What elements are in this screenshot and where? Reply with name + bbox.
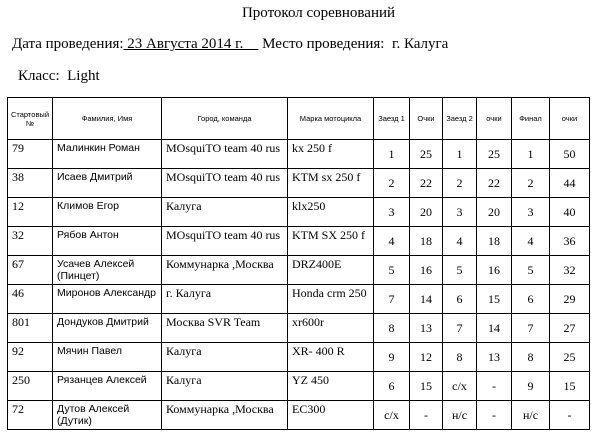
cell-city-team: MOsquiTO team 40 rus xyxy=(162,169,288,198)
cell-points2: - xyxy=(477,372,512,401)
cell-points1: 25 xyxy=(410,140,443,169)
place-value: г. Калуга xyxy=(391,36,449,52)
cell-points1: 16 xyxy=(410,256,443,285)
cell-points1: 13 xyxy=(410,314,443,343)
cell-points2: 16 xyxy=(477,256,512,285)
cell-race1: 8 xyxy=(374,314,410,343)
table-row xyxy=(8,372,590,401)
cell-total: 50 xyxy=(550,140,590,169)
col-total: очки xyxy=(550,98,590,140)
cell-final: 8 xyxy=(512,343,550,372)
cell-start-number: 67 xyxy=(8,256,53,285)
cell-points2: 25 xyxy=(477,140,512,169)
cell-points2: 18 xyxy=(477,227,512,256)
cell-race1: 3 xyxy=(374,198,410,227)
cell-total: 15 xyxy=(550,372,590,401)
cell-points1: 12 xyxy=(410,343,443,372)
cell-race2: с/х xyxy=(443,372,477,401)
cell-name: Мячин Павел xyxy=(53,343,162,372)
cell-city-team: MOsquiTO team 40 rus xyxy=(162,227,288,256)
cell-race2: 3 xyxy=(443,198,477,227)
cell-start-number: 801 xyxy=(8,314,53,343)
cell-bike: KTM sx 250 f xyxy=(288,169,374,198)
cell-race2: 6 xyxy=(443,285,477,314)
cell-bike: KTM SX 250 f xyxy=(288,227,374,256)
col-final: Финал xyxy=(512,98,550,140)
cell-final: 7 xyxy=(512,314,550,343)
cell-bike: DRZ400E xyxy=(288,256,374,285)
cell-final: 3 xyxy=(512,198,550,227)
cell-city-team: Калуга xyxy=(162,372,288,401)
cell-total: 40 xyxy=(550,198,590,227)
cell-race2: 8 xyxy=(443,343,477,372)
date-label: Дата проведения: xyxy=(12,36,124,52)
cell-start-number: 32 xyxy=(8,227,53,256)
cell-race1: с/х xyxy=(374,401,410,430)
cell-points2: 13 xyxy=(477,343,512,372)
cell-final: 4 xyxy=(512,227,550,256)
cell-name: Рябов Антон xyxy=(53,227,162,256)
cell-total: 32 xyxy=(550,256,590,285)
col-points2: очки xyxy=(477,98,512,140)
table-row xyxy=(8,198,590,227)
place-label: Место проведения: xyxy=(262,36,385,52)
cell-race1: 7 xyxy=(374,285,410,314)
cell-name: Климов Егор xyxy=(53,198,162,227)
cell-points2: 20 xyxy=(477,198,512,227)
cell-race2: 2 xyxy=(443,169,477,198)
cell-final: 1 xyxy=(512,140,550,169)
col-race2: Заезд 2 xyxy=(443,98,477,140)
cell-name: Дутов Алексей (Дутик) xyxy=(53,401,162,430)
cell-city-team: Калуга xyxy=(162,343,288,372)
cell-bike: YZ 450 xyxy=(288,372,374,401)
cell-final: 2 xyxy=(512,169,550,198)
cell-start-number: 46 xyxy=(8,285,53,314)
cell-race1: 4 xyxy=(374,227,410,256)
cell-total: 25 xyxy=(550,343,590,372)
col-city-team: Город, команда xyxy=(162,98,288,140)
results-table xyxy=(7,97,590,430)
cell-name: Исаев Дмитрий xyxy=(53,169,162,198)
cell-bike: klx250 xyxy=(288,198,374,227)
cell-race2: н/с xyxy=(443,401,477,430)
page-title: Протокол соревнований xyxy=(241,5,396,21)
cell-bike: XR- 400 R xyxy=(288,343,374,372)
date-value: 23 Августа 2014 г. xyxy=(123,36,259,52)
cell-race2: 5 xyxy=(443,256,477,285)
table-row xyxy=(8,140,590,169)
cell-race1: 1 xyxy=(374,140,410,169)
table-row xyxy=(8,256,590,285)
col-race1: Заезд 1 xyxy=(374,98,410,140)
cell-points1: 15 xyxy=(410,372,443,401)
cell-bike: Honda crm 250 xyxy=(288,285,374,314)
cell-bike: EC300 xyxy=(288,401,374,430)
cell-start-number: 92 xyxy=(8,343,53,372)
cell-race2: 7 xyxy=(443,314,477,343)
cell-race2: 1 xyxy=(443,140,477,169)
cell-bike: kx 250 f xyxy=(288,140,374,169)
cell-start-number: 72 xyxy=(8,401,53,430)
cell-start-number: 250 xyxy=(8,372,53,401)
cell-points1: - xyxy=(410,401,443,430)
class-value: Light xyxy=(67,68,100,84)
cell-race1: 2 xyxy=(374,169,410,198)
cell-name: Миронов Александр xyxy=(53,285,162,314)
cell-city-team: Коммунарка ,Москва xyxy=(162,256,288,285)
cell-points1: 14 xyxy=(410,285,443,314)
cell-city-team: Калуга xyxy=(162,198,288,227)
cell-points1: 18 xyxy=(410,227,443,256)
cell-city-team: Коммунарка ,Москва xyxy=(162,401,288,430)
cell-total: 36 xyxy=(550,227,590,256)
cell-start-number: 38 xyxy=(8,169,53,198)
cell-points2: 22 xyxy=(477,169,512,198)
cell-race1: 9 xyxy=(374,343,410,372)
cell-points2: 14 xyxy=(477,314,512,343)
cell-name: Рязанцев Алексей xyxy=(53,372,162,401)
cell-final: 5 xyxy=(512,256,550,285)
cell-total: - xyxy=(550,401,590,430)
table-row xyxy=(8,401,590,430)
cell-points2: 15 xyxy=(477,285,512,314)
table-row xyxy=(8,314,590,343)
cell-city-team: г. Калуга xyxy=(162,285,288,314)
cell-final: н/с xyxy=(512,401,550,430)
class-label: Класс: xyxy=(18,68,60,84)
table-row xyxy=(8,343,590,372)
cell-city-team: Москва SVR Team xyxy=(162,314,288,343)
cell-final: 6 xyxy=(512,285,550,314)
cell-final: 9 xyxy=(512,372,550,401)
cell-city-team: MOsquiTO team 40 rus xyxy=(162,140,288,169)
cell-race1: 5 xyxy=(374,256,410,285)
cell-points1: 22 xyxy=(410,169,443,198)
cell-total: 29 xyxy=(550,285,590,314)
cell-bike: xr600r xyxy=(288,314,374,343)
table-row xyxy=(8,169,590,198)
col-bike: Марка мотоцикла xyxy=(288,98,374,140)
cell-race1: 6 xyxy=(374,372,410,401)
cell-points2: - xyxy=(477,401,512,430)
table-row xyxy=(8,227,590,256)
class-line xyxy=(18,68,100,85)
cell-name: Усачев Алексей (Пинцет) xyxy=(53,256,162,285)
col-name: Фамилия, Имя xyxy=(53,98,162,140)
table-header-row xyxy=(8,98,590,140)
cell-race2: 4 xyxy=(443,227,477,256)
cell-name: Малинкин Роман xyxy=(53,140,162,169)
cell-name: Дондуков Дмитрий xyxy=(53,314,162,343)
event-meta xyxy=(12,36,448,53)
cell-start-number: 12 xyxy=(8,198,53,227)
cell-start-number: 79 xyxy=(8,140,53,169)
cell-total: 44 xyxy=(550,169,590,198)
col-points1: Очки xyxy=(410,98,443,140)
cell-points1: 20 xyxy=(410,198,443,227)
cell-total: 27 xyxy=(550,314,590,343)
col-start-number: Стартовый № xyxy=(8,98,53,140)
table-row xyxy=(8,285,590,314)
